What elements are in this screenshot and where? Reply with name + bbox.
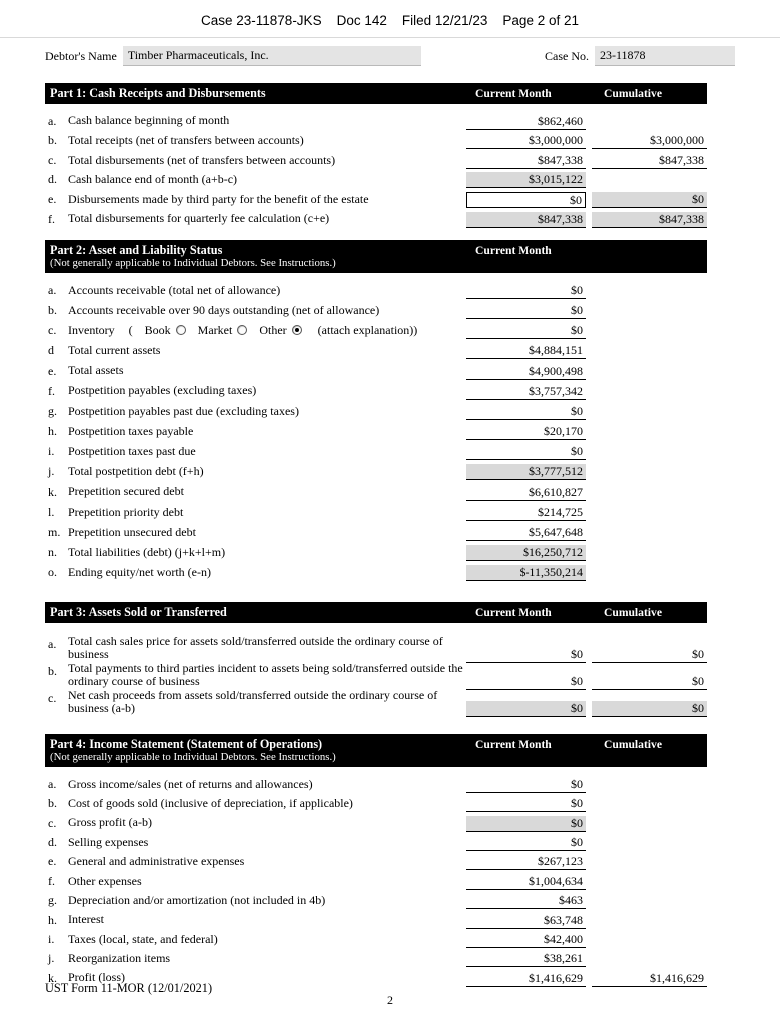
row-description: Reorganization items	[68, 951, 171, 966]
form-row	[45, 401, 707, 421]
cumulative-value: $847,338	[592, 212, 707, 228]
row-letter: b.	[48, 664, 57, 679]
current-month-value: $16,250,712	[466, 545, 586, 561]
part-subtitle: (Not generally applicable to Individual Debtors. See Instructions.)	[50, 256, 336, 269]
row-description: Postpetition taxes payable	[68, 423, 194, 438]
row-letter: b.	[48, 796, 57, 811]
row-description: Prepetition secured debt	[68, 484, 184, 499]
form-row	[45, 891, 707, 910]
form-row	[45, 441, 707, 461]
current-month-value[interactable]: $4,900,498	[466, 364, 586, 380]
column-header-current-month: Current Month	[475, 87, 552, 100]
part-4-header	[45, 734, 707, 767]
current-month-value[interactable]: $0	[466, 303, 586, 319]
form-row	[45, 522, 707, 542]
current-month-value[interactable]: $1,004,634	[466, 874, 586, 890]
current-month-value[interactable]: $1,416,629	[466, 971, 586, 987]
radio-option	[259, 323, 301, 337]
row-letter: a.	[48, 776, 57, 791]
row-letter: h.	[48, 912, 57, 927]
form-row	[45, 360, 707, 380]
part-title: Part 1: Cash Receipts and Disbursements	[50, 86, 266, 100]
current-month-value[interactable]: $0	[466, 674, 586, 690]
current-month-value[interactable]: $3,757,342	[466, 384, 586, 400]
row-letter: c.	[48, 815, 57, 830]
current-month-value[interactable]: $0	[466, 283, 586, 299]
column-header-cumulative: Cumulative	[604, 606, 662, 620]
row-letter: a.	[48, 637, 57, 652]
radio-option-label: Book	[144, 322, 171, 337]
current-month-value: $847,338	[466, 212, 586, 228]
row-letter: b.	[48, 133, 57, 148]
row-letter: n.	[48, 545, 57, 560]
current-month-value[interactable]: $0	[466, 835, 586, 851]
row-letter: d	[48, 343, 54, 358]
current-month-value: $3,015,122	[466, 172, 586, 188]
form-parts	[45, 83, 707, 988]
row-letter: f.	[48, 383, 55, 398]
row-description: Cost of goods sold (inclusive of depreciation, if applicable)	[68, 795, 353, 810]
row-description: Gross income/sales (net of returns and allowances)	[68, 776, 313, 791]
debtor-name-field[interactable]: Timber Pharmaceuticals, Inc.	[123, 46, 421, 66]
row-description-text: Inventory	[68, 322, 115, 337]
row-letter: f.	[48, 211, 55, 226]
row-description: Taxes (local, state, and federal)	[68, 931, 218, 946]
part-rows	[45, 104, 707, 229]
inventory-valuation-options	[115, 323, 418, 337]
form-row	[45, 687, 707, 718]
current-month-value[interactable]: $0	[466, 647, 586, 663]
form-row	[45, 150, 707, 170]
page-number: 2	[387, 992, 393, 1007]
radio-group-prefix: (	[128, 322, 133, 337]
row-description: Total liabilities (debt) (j+k+l+m)	[68, 544, 226, 559]
form-row	[45, 813, 707, 832]
row-description: Total postpetition debt (f+h)	[68, 464, 204, 479]
row-letter: e.	[48, 191, 57, 206]
row-letter: b.	[48, 302, 57, 317]
row-letter: c.	[48, 323, 57, 338]
current-month-value[interactable]: $4,884,151	[466, 343, 586, 359]
part-title: Part 3: Assets Sold or Transferred	[50, 605, 227, 620]
form-row	[45, 111, 707, 131]
row-description: Net cash proceeds from assets sold/transferred outside the ordinary course of business (a-b)	[68, 687, 438, 716]
row-description: Total payments to third parties incident to assets being sold/transferred outside the ordinary course of business	[68, 660, 463, 689]
radio-option-label: Other	[259, 322, 287, 337]
form-row	[45, 131, 707, 151]
current-month-value[interactable]: $463	[466, 893, 586, 909]
row-description: Selling expenses	[68, 834, 149, 849]
row-letter: o.	[48, 565, 57, 580]
current-month-value[interactable]: $0	[466, 404, 586, 420]
row-letter: h.	[48, 424, 57, 439]
current-month-value: $0	[466, 701, 586, 717]
row-description: Accounts receivable (total net of allowance)	[68, 282, 281, 297]
row-description: Prepetition unsecured debt	[68, 524, 196, 539]
form-row	[45, 910, 707, 929]
row-description: Profit (loss)	[68, 970, 125, 985]
row-description: Postpetition payables (excluding taxes)	[68, 383, 257, 398]
cumulative-value[interactable]: $3,000,000	[592, 133, 707, 149]
header-divider	[0, 37, 780, 38]
row-description: Accounts receivable over 90 days outstanding (net of allowance)	[68, 302, 380, 317]
current-month-value: $0	[466, 816, 586, 832]
part-header-text	[50, 243, 707, 269]
row-description: Depreciation and/or amortization (not included in 4b)	[68, 892, 326, 907]
form-row	[45, 381, 707, 401]
row-letter: a.	[48, 282, 57, 297]
row-letter: c.	[48, 691, 57, 706]
form-row	[45, 461, 707, 481]
row-letter: c.	[48, 152, 57, 167]
cumulative-value[interactable]: $847,338	[592, 153, 707, 169]
row-description: Cash balance beginning of month	[68, 113, 230, 128]
row-description: Ending equity/net worth (e-n)	[68, 565, 211, 580]
current-month-value[interactable]: $862,460	[466, 114, 586, 130]
inventory-other-radio[interactable]	[292, 325, 302, 335]
radio-option	[198, 323, 248, 337]
radio-group-suffix: (attach explanation))	[317, 322, 418, 337]
form-row	[45, 209, 707, 229]
current-month-value[interactable]: $63,748	[466, 913, 586, 929]
row-description: Postpetition taxes past due	[68, 444, 196, 459]
row-letter: j.	[48, 464, 55, 479]
radio-option-label: Market	[197, 322, 233, 337]
inventory-book-radio[interactable]	[176, 325, 186, 335]
cumulative-value[interactable]: $0	[592, 647, 707, 663]
case-no-label: Case No.	[545, 49, 589, 63]
part-1	[45, 83, 707, 229]
form-row	[45, 833, 707, 852]
row-letter: e.	[48, 363, 57, 378]
form-row	[45, 280, 707, 300]
row-letter: e.	[48, 854, 57, 869]
current-month-value[interactable]: $214,725	[466, 505, 586, 521]
row-description: General and administrative expenses	[68, 854, 245, 869]
row-description: Total disbursements (net of transfers between accounts)	[68, 152, 336, 167]
part-2-header	[45, 240, 707, 273]
current-month-value[interactable]: $267,123	[466, 854, 586, 870]
case-no-field[interactable]: 23-11878	[595, 46, 735, 66]
debtor-row	[45, 45, 735, 66]
row-letter: k.	[48, 484, 57, 499]
cumulative-value[interactable]: $1,416,629	[592, 971, 707, 987]
form-row	[45, 340, 707, 360]
row-description: Total cash sales price for assets sold/transferred outside the ordinary course of business	[68, 633, 443, 662]
row-letter: g.	[48, 893, 57, 908]
row-description: Gross profit (a-b)	[68, 815, 152, 830]
form-row	[45, 170, 707, 190]
form-row	[45, 542, 707, 562]
row-letter: m.	[48, 525, 61, 539]
part-title: Part 4: Income Statement (Statement of Operations)	[50, 737, 323, 752]
cumulative-value: $0	[592, 701, 707, 717]
form-row	[45, 421, 707, 441]
form-row	[45, 871, 707, 890]
row-letter: i.	[48, 931, 55, 946]
row-description: Total disbursements for quarterly fee calculation (c+e)	[68, 211, 330, 226]
current-month-value: $3,777,512	[466, 464, 586, 480]
form-footer-id: UST Form 11-MOR (12/01/2021)	[45, 981, 213, 995]
row-letter: f.	[48, 873, 55, 888]
current-month-value[interactable]: $0	[466, 796, 586, 812]
row-letter: a.	[48, 113, 57, 128]
form-row	[45, 320, 707, 340]
cumulative-value[interactable]: $0	[592, 674, 707, 690]
form-row	[45, 852, 707, 871]
form-row	[45, 794, 707, 813]
part-1-header	[45, 83, 707, 104]
row-letter: j.	[48, 951, 55, 966]
row-description: Total receipts (net of transfers between accounts)	[68, 132, 304, 147]
current-month-value[interactable]: $0	[466, 192, 586, 208]
part-rows	[45, 767, 707, 987]
form-row	[45, 930, 707, 949]
current-month-value[interactable]: $0	[466, 777, 586, 793]
form-row	[45, 562, 707, 582]
column-header-current-month: Current Month	[475, 606, 552, 620]
current-month-value[interactable]: $42,400	[466, 932, 586, 948]
part-subtitle: (Not generally applicable to Individual Debtors. See Instructions.)	[50, 751, 336, 764]
row-description	[68, 324, 470, 337]
column-header-cumulative: Cumulative	[604, 738, 662, 752]
row-description: Interest	[68, 912, 104, 927]
inventory-market-radio[interactable]	[237, 325, 247, 335]
current-month-value: $-11,350,214	[466, 565, 586, 581]
row-letter: k.	[48, 970, 57, 985]
row-description: Disbursements made by third party for the benefit of the estate	[68, 191, 369, 206]
current-month-value[interactable]: $3,000,000	[466, 133, 586, 149]
row-description: Total current assets	[68, 343, 161, 358]
row-description: Postpetition payables past due (excluding taxes)	[68, 403, 299, 418]
row-description: Prepetition priority debt	[68, 504, 184, 519]
row-letter: l.	[48, 504, 55, 519]
part-2	[45, 240, 707, 583]
column-header-cumulative: Cumulative	[604, 87, 662, 100]
form-row	[45, 189, 707, 209]
part-3-header	[45, 602, 707, 623]
current-month-value[interactable]: $5,647,648	[466, 525, 586, 541]
part-rows	[45, 273, 707, 583]
column-header-current-month: Current Month	[475, 738, 552, 752]
cumulative-value: $0	[592, 192, 707, 208]
row-letter: d.	[48, 834, 57, 849]
part-rows	[45, 623, 707, 718]
current-month-value[interactable]: $0	[466, 323, 586, 339]
form-row	[45, 481, 707, 501]
radio-option	[145, 323, 186, 337]
part-4	[45, 734, 707, 987]
debtor-name-label: Debtor's Name	[45, 49, 117, 63]
row-letter: i.	[48, 444, 55, 459]
part-3	[45, 602, 707, 718]
form-row	[45, 300, 707, 320]
current-month-value[interactable]: $38,261	[466, 951, 586, 967]
form-row	[45, 502, 707, 522]
row-description: Cash balance end of month (a+b-c)	[68, 172, 238, 187]
current-month-value[interactable]: $0	[466, 444, 586, 460]
row-letter: g.	[48, 403, 57, 418]
current-month-value[interactable]: $847,338	[466, 153, 586, 169]
row-description: Other expenses	[68, 873, 142, 888]
column-header-current-month: Current Month	[475, 243, 552, 257]
part-title: Part 2: Asset and Liability Status	[50, 242, 223, 257]
form-row	[45, 949, 707, 968]
case-caption: Case 23-11878-JKS Doc 142 Filed 12/21/23 Page 2 of 21	[201, 13, 579, 28]
form-row	[45, 774, 707, 793]
row-letter: d.	[48, 172, 57, 187]
current-month-value[interactable]: $20,170	[466, 424, 586, 440]
row-description: Total assets	[68, 363, 124, 378]
current-month-value[interactable]: $6,610,827	[466, 485, 586, 501]
